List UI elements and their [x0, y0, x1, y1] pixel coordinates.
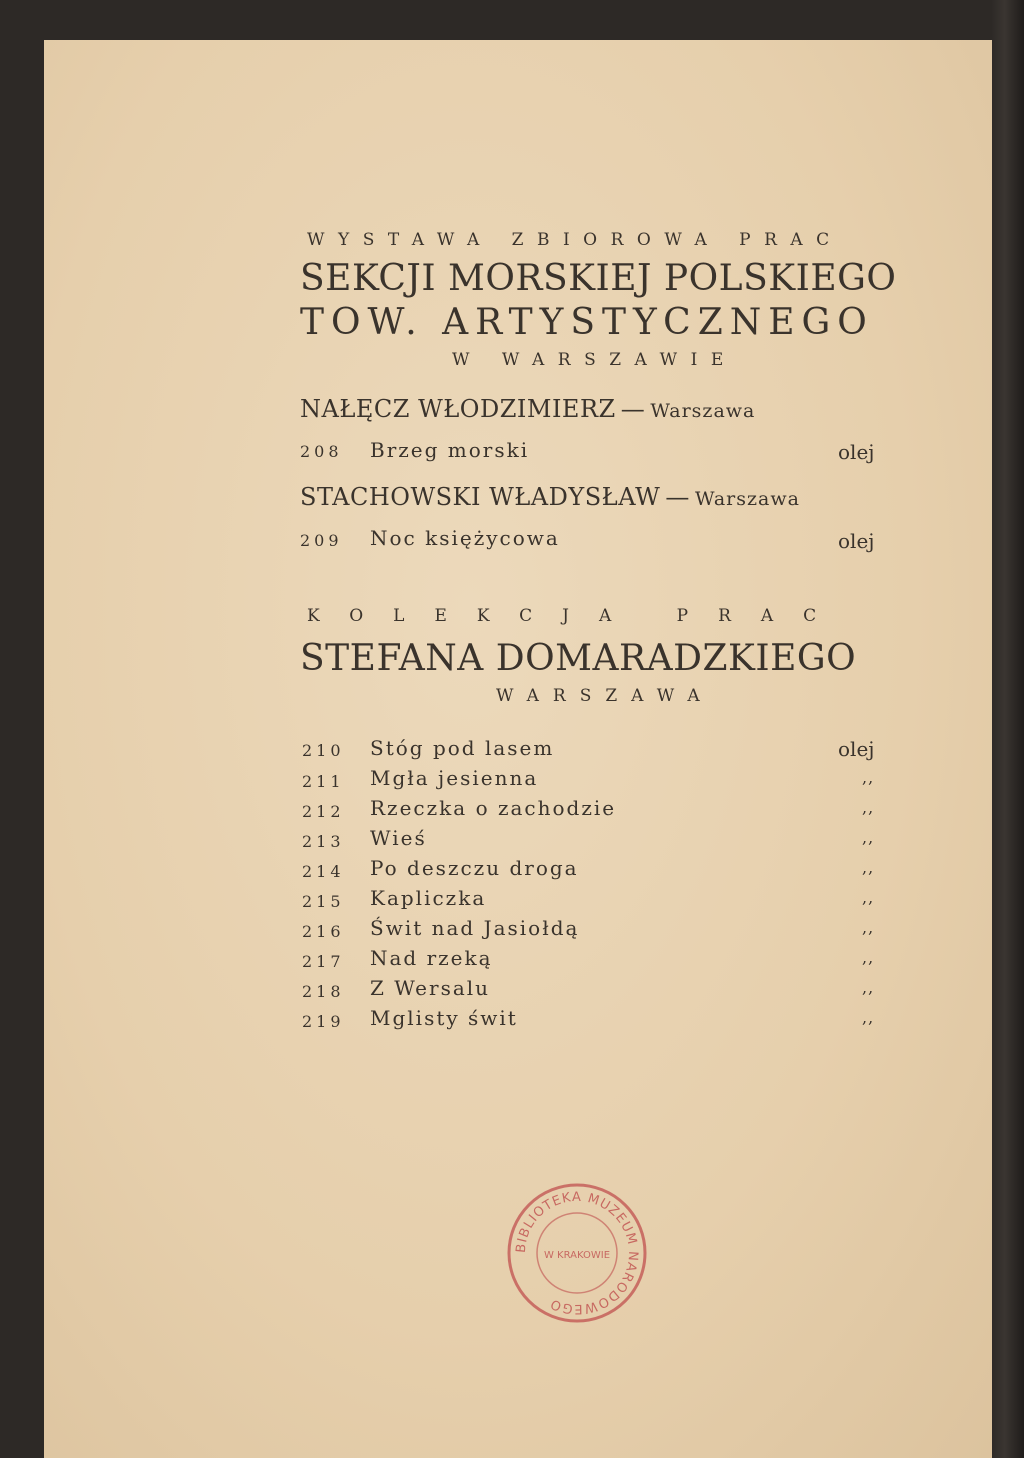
- work-title: Mglisty świt: [370, 1006, 518, 1030]
- work-technique-ditto: ,,: [862, 1008, 875, 1027]
- section1-title-line1: SEKCJI MORSKIEJ POLSKIEGO: [300, 258, 897, 299]
- work-title: Rzeczka o zachodzie: [370, 796, 617, 820]
- work-title: Po deszczu droga: [370, 856, 579, 880]
- work-title: Z Wersalu: [370, 976, 491, 1000]
- work-number: 217: [302, 952, 345, 971]
- work-technique-ditto: ,,: [862, 948, 875, 967]
- work-technique-ditto: ,,: [862, 798, 875, 817]
- work-title: Stóg pod lasem: [370, 736, 555, 760]
- section1-header: WYSTAWA ZBIOROWA PRAC: [307, 230, 843, 250]
- work-title: Noc księżycowa: [370, 526, 560, 550]
- section1-title-line2: TOW. ARTYSTYCZNEGO: [300, 302, 874, 343]
- artist-entry: [300, 395, 755, 423]
- work-number: 218: [302, 982, 345, 1001]
- next-page-edge: [992, 0, 1024, 1458]
- work-title: Wieś: [370, 826, 427, 850]
- work-number: 214: [302, 862, 345, 881]
- work-number: 213: [302, 832, 345, 851]
- artist-dash: —: [665, 483, 690, 511]
- work-technique-ditto: ,,: [862, 768, 875, 787]
- work-number: 211: [302, 772, 345, 791]
- work-title: Brzeg morski: [370, 438, 530, 462]
- work-number: 219: [302, 1012, 345, 1031]
- section1-place: W WARSZAWIE: [452, 350, 737, 370]
- work-technique: olej: [838, 737, 875, 761]
- work-number: 212: [302, 802, 345, 821]
- work-technique: olej: [838, 529, 875, 553]
- work-technique-ditto: ,,: [862, 828, 875, 847]
- work-technique-ditto: ,,: [862, 888, 875, 907]
- work-number: 215: [302, 892, 345, 911]
- work-number: 216: [302, 922, 345, 941]
- catalog-page: [44, 40, 992, 1458]
- work-technique: olej: [838, 440, 875, 464]
- section2-header: KOLEKCJA PRAC: [307, 606, 847, 626]
- work-title: Mgła jesienna: [370, 766, 539, 790]
- section2-title: STEFANA DOMARADZKIEGO: [300, 638, 857, 679]
- artist-name: NAŁĘCZ WŁODZIMIERZ: [300, 395, 616, 423]
- work-technique-ditto: ,,: [862, 858, 875, 877]
- artist-dash: —: [620, 395, 646, 423]
- stamp-inner-text: W KRAKOWIE: [543, 1250, 611, 1261]
- work-title: Nad rzeką: [370, 946, 493, 970]
- stamp-outer-text: BIBLIOTEKA MUZEUM NARODOWEGO: [513, 1189, 641, 1317]
- work-title: Świt nad Jasiołdą: [370, 916, 580, 940]
- work-number: 209: [300, 531, 343, 550]
- artist-entry: [300, 483, 800, 511]
- artist-name: STACHOWSKI WŁADYSŁAW: [300, 483, 661, 511]
- artist-city: Warszawa: [694, 488, 800, 510]
- work-technique-ditto: ,,: [862, 918, 875, 937]
- library-stamp: [504, 1180, 650, 1326]
- work-number: 210: [302, 741, 345, 760]
- artist-city: Warszawa: [650, 400, 756, 422]
- work-title: Kapliczka: [370, 886, 487, 910]
- work-number: 208: [300, 442, 343, 461]
- section2-place: WARSZAWA: [496, 686, 714, 706]
- work-technique-ditto: ,,: [862, 978, 875, 997]
